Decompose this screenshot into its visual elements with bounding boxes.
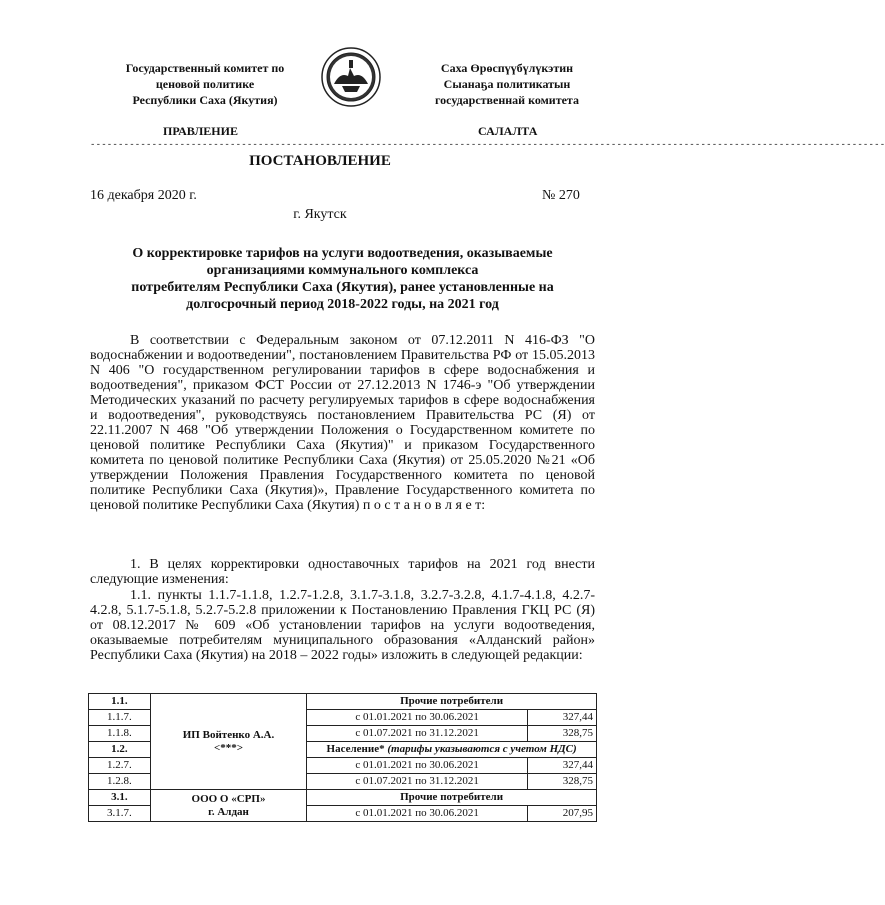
row-number-cell: 1.2. <box>89 742 151 758</box>
salalta-label: САЛАЛТА <box>478 124 538 138</box>
tariff-table <box>88 693 597 822</box>
subject-line: долгосрочный период 2018-2022 годы, на 2021 год <box>186 297 499 312</box>
header-separator: ---------------------------------------------------------------------------------------------------------------------------------------------- <box>90 140 885 150</box>
row-number-cell: 1.1.8. <box>89 726 151 742</box>
header-right-line: государственнай комитета <box>435 93 579 107</box>
tariff-value-cell: 328,75 <box>528 726 597 742</box>
row-number-cell: 1.1.7. <box>89 710 151 726</box>
period-cell: с 01.07.2021 по 31.12.2021 <box>307 774 528 790</box>
tariff-value-cell: 327,44 <box>528 710 597 726</box>
subject-line: организациями коммунального комплекса <box>206 263 479 278</box>
header-left-line: ценовой политике <box>155 77 255 91</box>
coat-of-arms-icon <box>320 46 382 108</box>
tariff-value-cell: 328,75 <box>528 774 597 790</box>
header-right-block <box>412 60 602 108</box>
document-city: г. Якутск <box>293 207 347 222</box>
period-cell: с 01.01.2021 по 30.06.2021 <box>307 758 528 774</box>
category-cell <box>307 742 597 758</box>
period-cell: с 01.01.2021 по 30.06.2021 <box>307 710 528 726</box>
period-cell: с 01.01.2021 по 30.06.2021 <box>307 806 528 822</box>
table-row <box>89 694 597 710</box>
pravlenie-label: ПРАВЛЕНИЕ <box>163 124 238 138</box>
header-right-line: Сыанаҕа политикатын <box>443 77 571 91</box>
clause-1-1-paragraph: 1.1. пункты 1.1.7-1.1.8, 1.2.7-1.2.8, 3.1.7-3.1.8, 3.2.7-3.2.8, 4.1.7-4.1.8, 4.2.7-4.2.8, 5.1.7-5.1.8, 5.2.7-5.2.8 приложении к Постановлению Правления ГКЦ РС (Я) от 08.12.2017 № 609 «Об установлении тарифов на услуги водоотведения, оказываемые потребителям муниципального образования «Алданский район» Республики Саха (Якутия) на 2018 – 2022 годы» изложить в следующей редакции: <box>90 588 595 663</box>
subject-line: потребителям Республики Саха (Якутия), ранее установленные на <box>131 280 554 295</box>
document-subject <box>95 245 590 313</box>
subject-line: О корректировке тарифов на услуги водоотведения, оказываемые <box>132 246 553 261</box>
header-left-block <box>100 60 310 108</box>
header-left-line: Республики Саха (Якутия) <box>132 93 278 107</box>
organization-cell <box>150 790 306 822</box>
organization-note: <***> <box>213 741 244 754</box>
document-type-title: ПОСТАНОВЛЕНИЕ <box>249 153 391 169</box>
organization-name: ООО О «СРП» <box>191 792 266 805</box>
row-number-cell: 1.1. <box>89 694 151 710</box>
organization-cell <box>150 694 306 790</box>
tariff-value-cell: 327,44 <box>528 758 597 774</box>
category-note: (тарифы указываются с учетом НДС) <box>387 743 577 755</box>
header-left-line: Государственный комитет по <box>125 61 285 75</box>
document-number: № 270 <box>542 188 580 203</box>
tariff-value-cell: 207,95 <box>528 806 597 822</box>
category-cell: Прочие потребители <box>307 694 597 710</box>
row-number-cell: 1.2.7. <box>89 758 151 774</box>
organization-name: ИП Войтенко А.А. <box>182 728 275 741</box>
row-number-cell: 1.2.8. <box>89 774 151 790</box>
organization-city: г. Алдан <box>208 805 249 818</box>
period-cell: с 01.07.2021 по 31.12.2021 <box>307 726 528 742</box>
table-row <box>89 790 597 806</box>
category-label: Население* <box>326 743 388 755</box>
document-date: 16 декабря 2020 г. <box>90 188 197 203</box>
preamble-paragraph: В соответствии с Федеральным законом от 07.12.2011 N 416-ФЗ "О водоснабжении и водоотведении", постановлением Правительства РФ от 15.05.2013 N 406 "О государственном регулировании тарифов в сфере водоснабжения и водоотведения", приказом ФСТ России от 27.12.2013 N 1746-э "Об утверждении Методических указаний по расчету регулируемых тарифов в сфере водоснабжения и водоотведения", руководствуясь постановлением Правительства РС (Я) от 22.11.2007 N 468 "Об утверждении Положения о Государственном комитете по ценовой политике Республики Саха (Якутия)" и приказом Государственного комитета по ценовой политике Республики Саха (Якутия) от 25.05.2020 №21 «Об утверждении Положения Правления Государственного комитета по ценовой политике Республики Саха (Якутия)», Правление Государственного комитета по ценовой политике Республики Саха (Якутия) п о с т а н о в л я е т: <box>90 333 595 513</box>
row-number-cell: 3.1.7. <box>89 806 151 822</box>
row-number-cell: 3.1. <box>89 790 151 806</box>
clause-1-paragraph: 1. В целях корректировки одноставочных тарифов на 2021 год внести следующие изменения: <box>90 557 595 587</box>
header-right-line: Саха Өрөспүүбүлүкэтин <box>440 61 574 75</box>
category-cell: Прочие потребители <box>307 790 597 806</box>
